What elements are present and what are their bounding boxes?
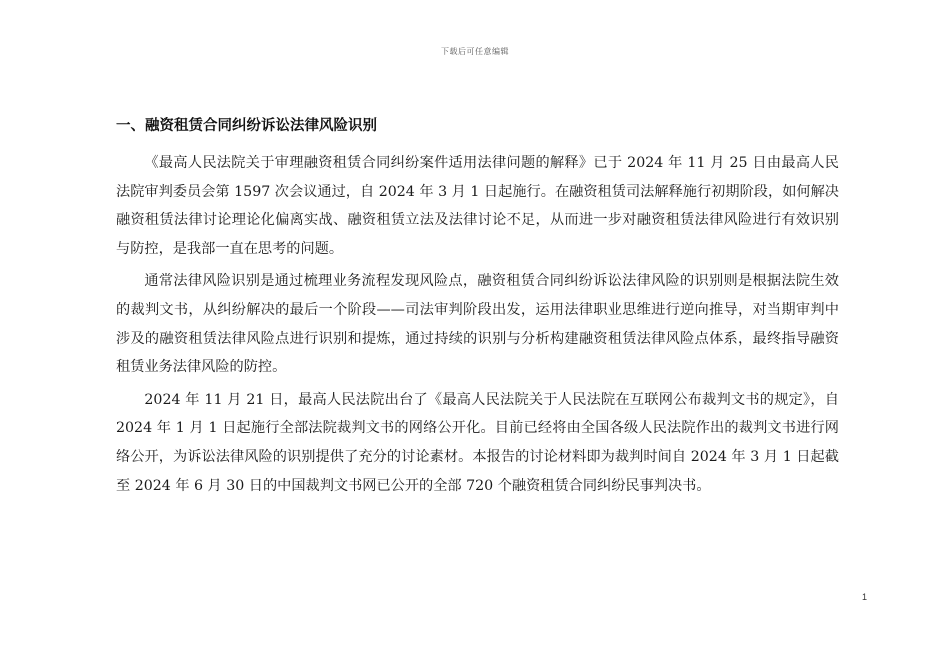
paragraph-2: 通常法律风险识别是通过梳理业务流程发现风险点，融资租赁合同纠纷诉讼法律风险的识别则是根据法院生效的裁判文书，从纠纷解决的最后一个阶段——司法审判阶段出发，运用法律职业思维进行逆向推导，对当期审判中涉及的融资租赁法律风险点进行识别和提炼，通过持续的识别与分析构建融资租赁法律风险点体系，最终指导融资租赁业务法律风险的防控。: [116, 273, 839, 376]
paragraph-3: 2024 年 11 月 21 日，最高人民法院出台了《最高人民法院关于人民法院在互联网公布裁判文书的规定》，自 2024 年 1 月 1 日起施行全部法院裁判文书的网络公开化。目前已经将由全国各级人民法院作出的裁判文书进行网络公开，为诉讼法律风险的识别提供了充分的讨论素材。本报告的讨论材料即为裁判时间自 2024 年 3 月 1 日起截至 2024 年 6 月 30 日的中国裁判文书网已公开的全部 720 个融资租赁合同纠纷民事判决书。: [116, 391, 839, 494]
header-note: 下载后可任意编辑: [441, 47, 509, 56]
page-number: 1: [862, 592, 868, 602]
section-heading: 一、融资租赁合同纠纷诉讼法律风险识别: [116, 118, 377, 134]
document-body: [116, 114, 839, 504]
paragraph-1: 《最高人民法院关于审理融资租赁合同纠纷案件适用法律问题的解释》已于 2024 年 11 月 25 日由最高人民法院审判委员会第 1597 次会议通过，自 2024 年 3 月 1 日起施行。在融资租赁司法解释施行初期阶段，如何解决融资租赁法律讨论理论化偏离实战、融资租赁立法及法律讨论不足，从而进一步对融资租赁法律风险进行有效识别与防控，是我部一直在思考的问题。: [116, 155, 839, 257]
